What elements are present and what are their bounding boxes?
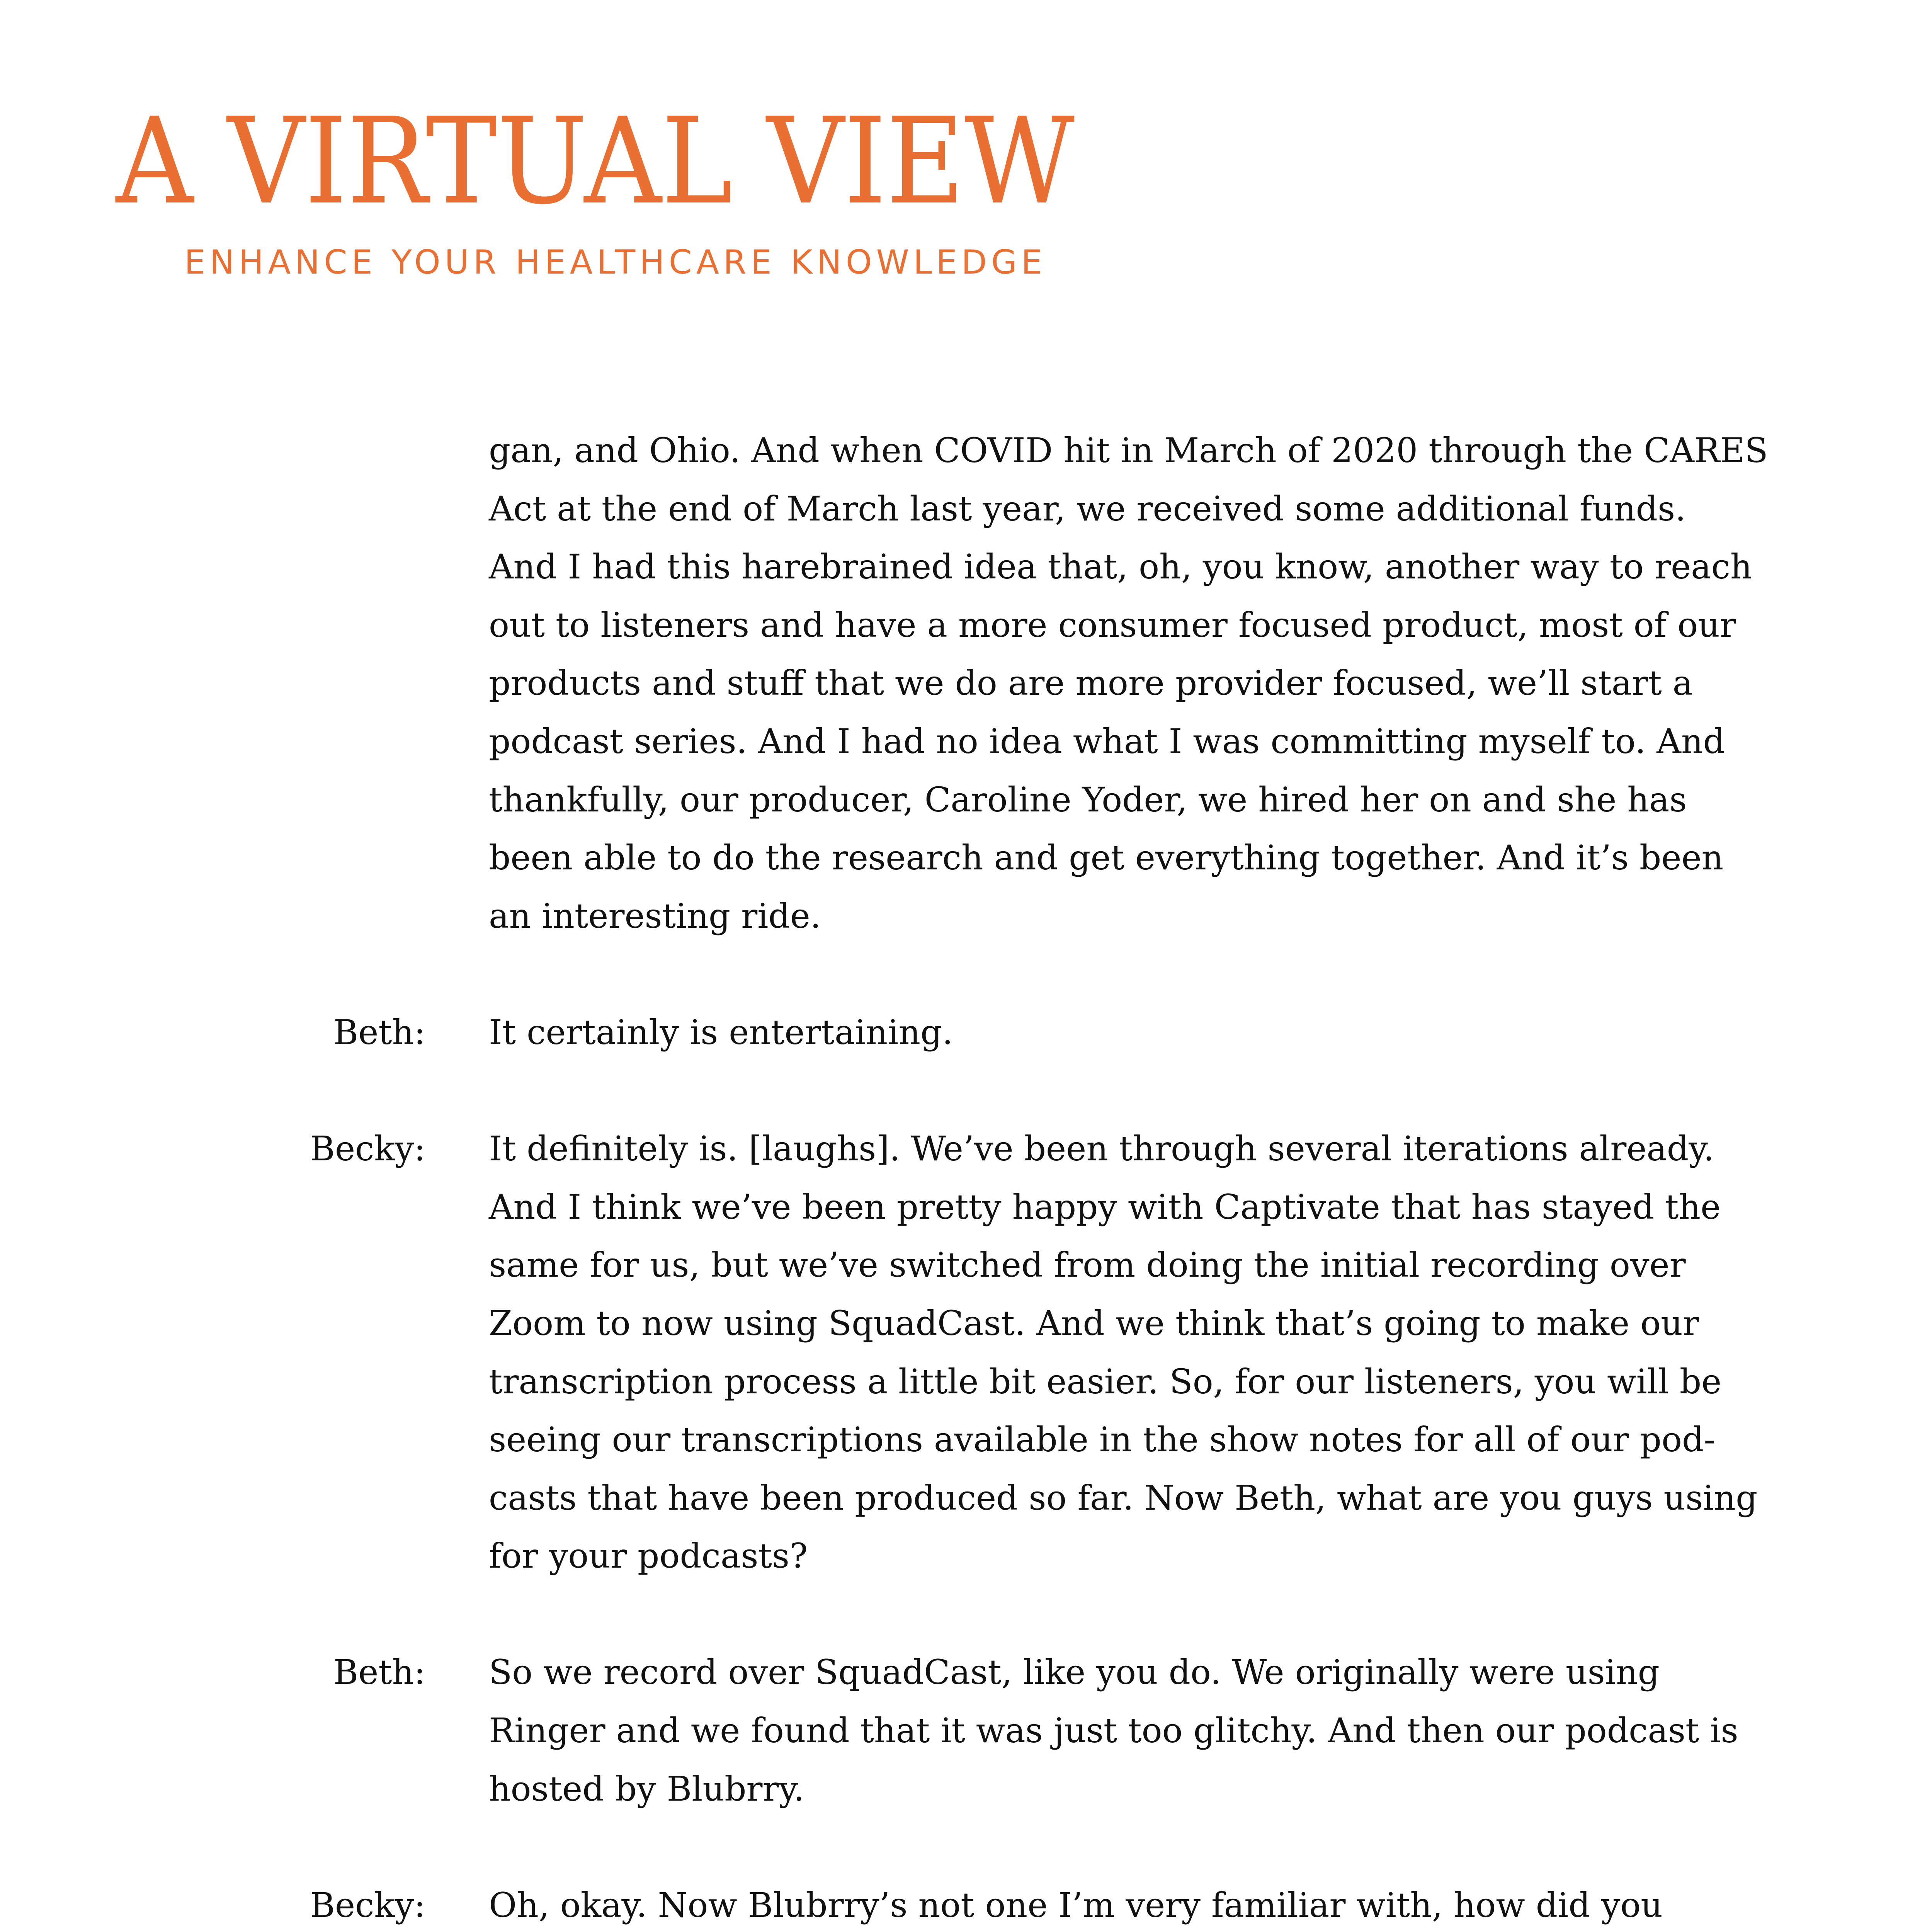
transcript-turn (0, 1120, 1932, 1585)
text-line: seeing our transcriptions available in the show notes for all of our pod- (489, 1420, 1716, 1460)
text-line: And I had this harebrained idea that, oh, you know, another way to reach (489, 547, 1752, 587)
turn-text (489, 1643, 1880, 1818)
speaker-label: Becky: (310, 1885, 425, 1925)
speaker-label: Becky: (310, 1129, 425, 1169)
turn-text (489, 1876, 1880, 1932)
text-line: Zoom to now using SquadCast. And we think that’s going to make our (489, 1303, 1699, 1343)
text-line: an interesting ride. (489, 896, 821, 936)
text-line: products and stuff that we do are more provider focused, we’ll start a (489, 663, 1693, 703)
text-line: It definitely is. [laughs]. We’ve been through several iterations already. (489, 1129, 1714, 1169)
text-line: thankfully, our producer, Caroline Yoder, we hired her on and she has (489, 779, 1687, 820)
page-subtitle: ENHANCE YOUR HEALTHCARE KNOWLEDGE (184, 243, 1047, 282)
turn-text (489, 422, 1880, 945)
text-line: for your podcasts? (489, 1536, 808, 1576)
transcript-turn (0, 422, 1932, 945)
text-line: gan, and Ohio. And when COVID hit in March of 2020 through the CARES (489, 430, 1768, 470)
text-line: casts that have been produced so far. Now Beth, what are you guys using (489, 1478, 1758, 1518)
text-line: Act at the end of March last year, we received some additional funds. (489, 488, 1686, 529)
text-line: So we record over SquadCast, like you do. We originally were using (489, 1652, 1660, 1692)
text-line: It certainly is entertaining. (489, 1012, 953, 1052)
text-line: out to listeners and have a more consumer focused product, most of our (489, 605, 1736, 645)
speaker-label (0, 422, 425, 945)
turn-text (489, 1003, 1880, 1062)
turn-text (489, 1120, 1880, 1585)
text-line: been able to do the research and get everything together. And it’s been (489, 838, 1724, 878)
speaker-label: Beth: (333, 1012, 425, 1052)
text-line: Ringer and we found that it was just too glitchy. And then our podcast is (489, 1711, 1738, 1751)
text-line: And I think we’ve been pretty happy with Captivate that has stayed the (489, 1187, 1721, 1227)
page-title: A VIRTUAL VIEW (116, 92, 1075, 231)
transcript (0, 422, 1932, 1932)
text-line: transcription process a little bit easier. So, for our listeners, you will be (489, 1361, 1722, 1401)
text-line: Oh, okay. Now Blubrry’s not one I’m very familiar with, how did you (489, 1885, 1663, 1925)
speaker-label: Beth: (333, 1652, 425, 1692)
transcript-turn (0, 1876, 1932, 1932)
transcript-turn (0, 1003, 1932, 1062)
text-line: podcast series. And I had no idea what I was committing myself to. And (489, 721, 1725, 761)
text-line: hosted by Blubrry. (489, 1769, 804, 1809)
transcript-turn (0, 1643, 1932, 1818)
text-line: same for us, but we’ve switched from doing the initial recording over (489, 1245, 1686, 1285)
